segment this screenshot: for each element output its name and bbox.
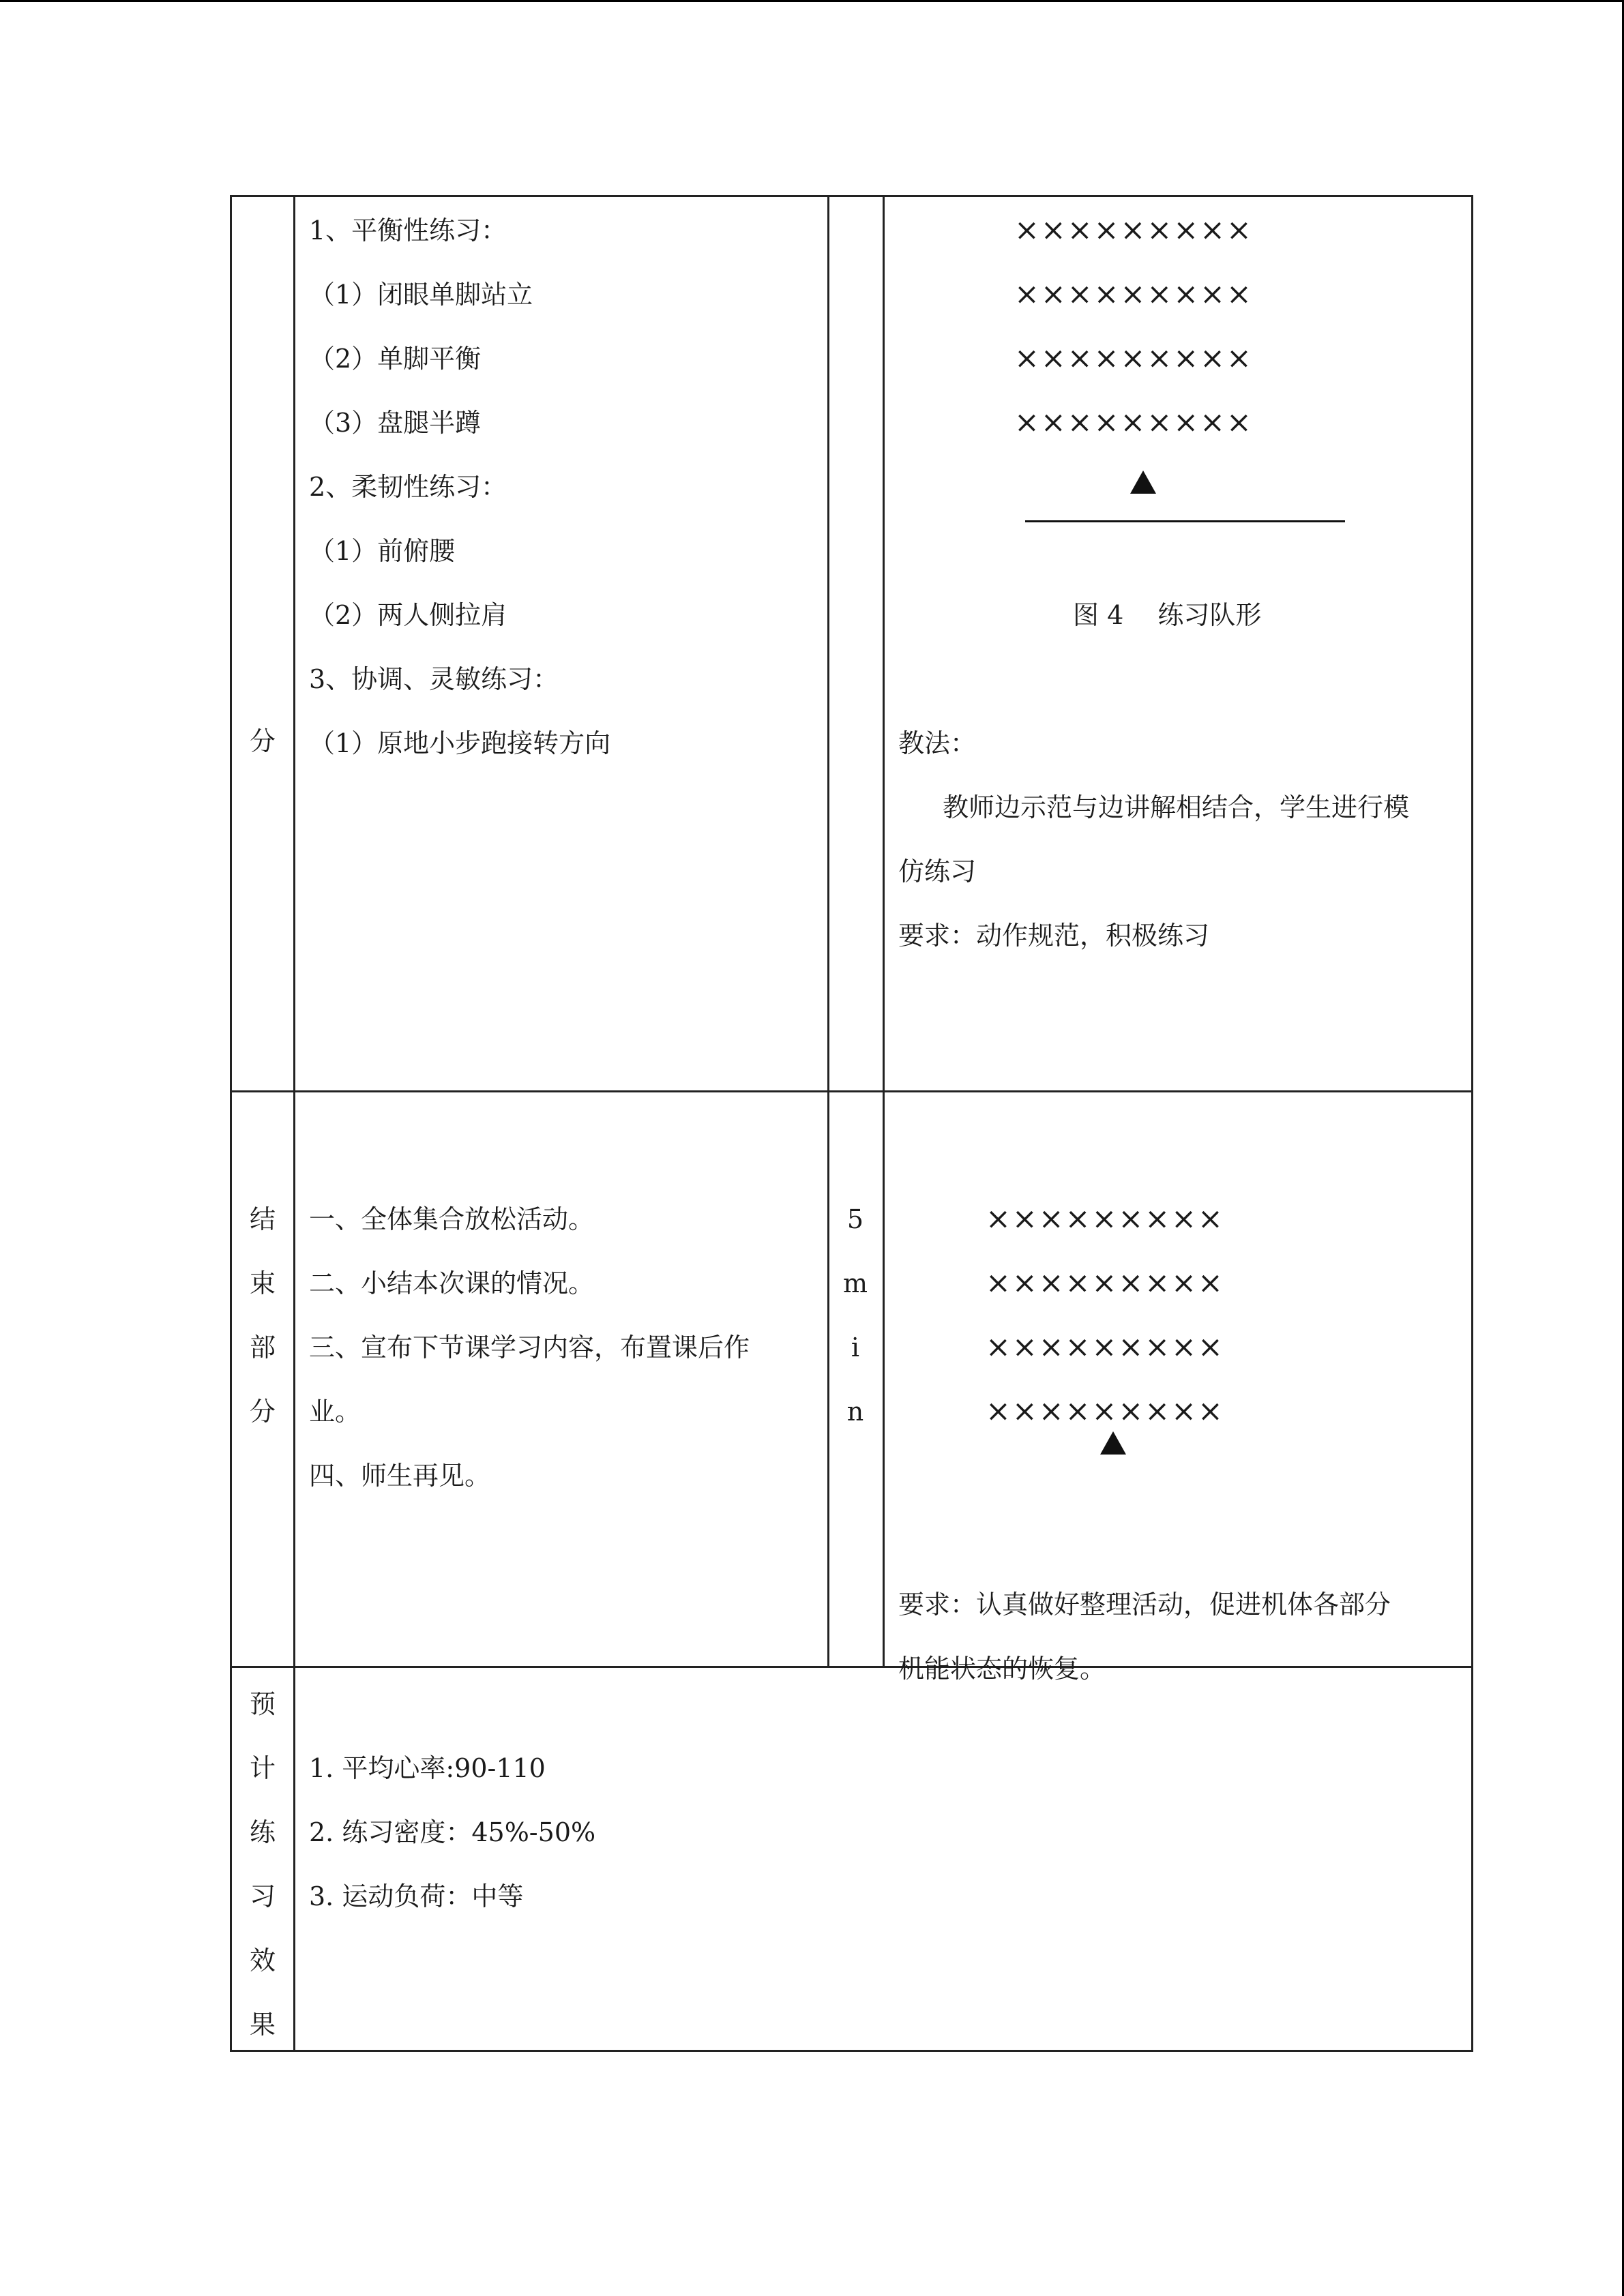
list-item: 3、协调、灵敏练习： <box>309 664 559 694</box>
formation-row: ××××××××× <box>986 1266 1224 1300</box>
list-item: 1、平衡性练习： <box>309 215 507 245</box>
formation-row: ××××××××× <box>1014 213 1253 248</box>
table-border-top <box>230 195 1473 197</box>
formation-row: ××××××××× <box>1014 277 1253 312</box>
page-top-rule <box>0 0 1624 2</box>
list-item: （3）盘腿半蹲 <box>309 408 482 438</box>
list-item: （2）两人侧拉肩 <box>309 600 507 630</box>
list-item: 业。 <box>309 1397 361 1427</box>
teacher-position-icon <box>1100 1431 1126 1455</box>
list-item: 3. 运动负荷：中等 <box>309 1881 524 1911</box>
list-item: 2、柔韧性练习： <box>309 472 507 502</box>
list-item: 1. 平均心率:90-110 <box>309 1753 546 1783</box>
list-item: 2. 练习密度：45%-50% <box>309 1817 596 1847</box>
list-item: 二、小结本次课的情况。 <box>309 1268 595 1298</box>
requirement-text: 要求：动作规范，积极练习 <box>898 921 1210 951</box>
teacher-position-icon <box>1130 471 1156 494</box>
section-main-label: 分 <box>249 726 276 756</box>
list-item: （1）前俯腰 <box>309 536 456 566</box>
formation-row: ××××××××× <box>986 1394 1224 1429</box>
formation-row: ××××××××× <box>986 1202 1224 1236</box>
method-text-cont: 仿练习 <box>898 856 977 886</box>
table-border-right <box>1471 195 1473 2052</box>
list-item: 三、宣布下节课学习内容，布置课后作 <box>309 1332 750 1362</box>
method-text: 教师边示范与边讲解相结合，学生进行模 <box>943 792 1410 822</box>
table-border-bottom <box>230 2050 1473 2052</box>
method-label: 教法： <box>898 728 977 758</box>
list-item: 四、师生再见。 <box>309 1461 491 1491</box>
row-divider-2 <box>230 1666 1473 1668</box>
formation-row: ××××××××× <box>1014 405 1253 440</box>
list-item: （1）原地小步跑接转方向 <box>309 728 611 758</box>
col-divider-time <box>883 195 885 1668</box>
col-divider-content <box>827 195 829 1668</box>
figure-caption: 图 4 练习队形 <box>1073 600 1262 630</box>
row-divider-1 <box>230 1090 1473 1092</box>
formation-row: ××××××××× <box>1014 341 1253 376</box>
list-item: （1）闭眼单脚站立 <box>309 280 533 310</box>
list-item: （2）单脚平衡 <box>309 344 482 374</box>
lesson-plan-table: 分 1、平衡性练习： （1）闭眼单脚站立 （2）单脚平衡 （3）盘腿半蹲 2、柔韧性练习： （1）前俯腰 （2）两人侧拉肩 3、协调、灵敏练习： （1）原地小步跑接转方向 ××××××××× ××××××××× ××××××××× ××××××××× 图 4 练习队形 教法： 教师边示范与边讲解相结合，学生进行模 仿练习 要求：动作规范，积极练习 结 束 部 分 一、全体集合放松活动。 二、小结本次课的情况。 三、宣布下节课学习内容，布置课后作 业。 四、师生再见。 5 m i n ××××××××× ××××××××× ××××××××× ××××××××× 要求：认真做好整理活动，促进机体各部分 机能状态的恢复。 预 计 练 习 效 果 1. 平均心率:90-110 2. 练习密度：45%-50% 3. 运动负荷：中等 <box>230 195 1473 2052</box>
formation-baseline <box>1025 520 1345 522</box>
col-divider-label <box>293 195 295 2052</box>
requirement-text: 要求：认真做好整理活动，促进机体各部分 <box>898 1590 1391 1620</box>
requirement-text-cont: 机能状态的恢复。 <box>898 1654 1106 1684</box>
formation-row: ××××××××× <box>986 1330 1224 1365</box>
list-item: 一、全体集合放松活动。 <box>309 1204 595 1234</box>
